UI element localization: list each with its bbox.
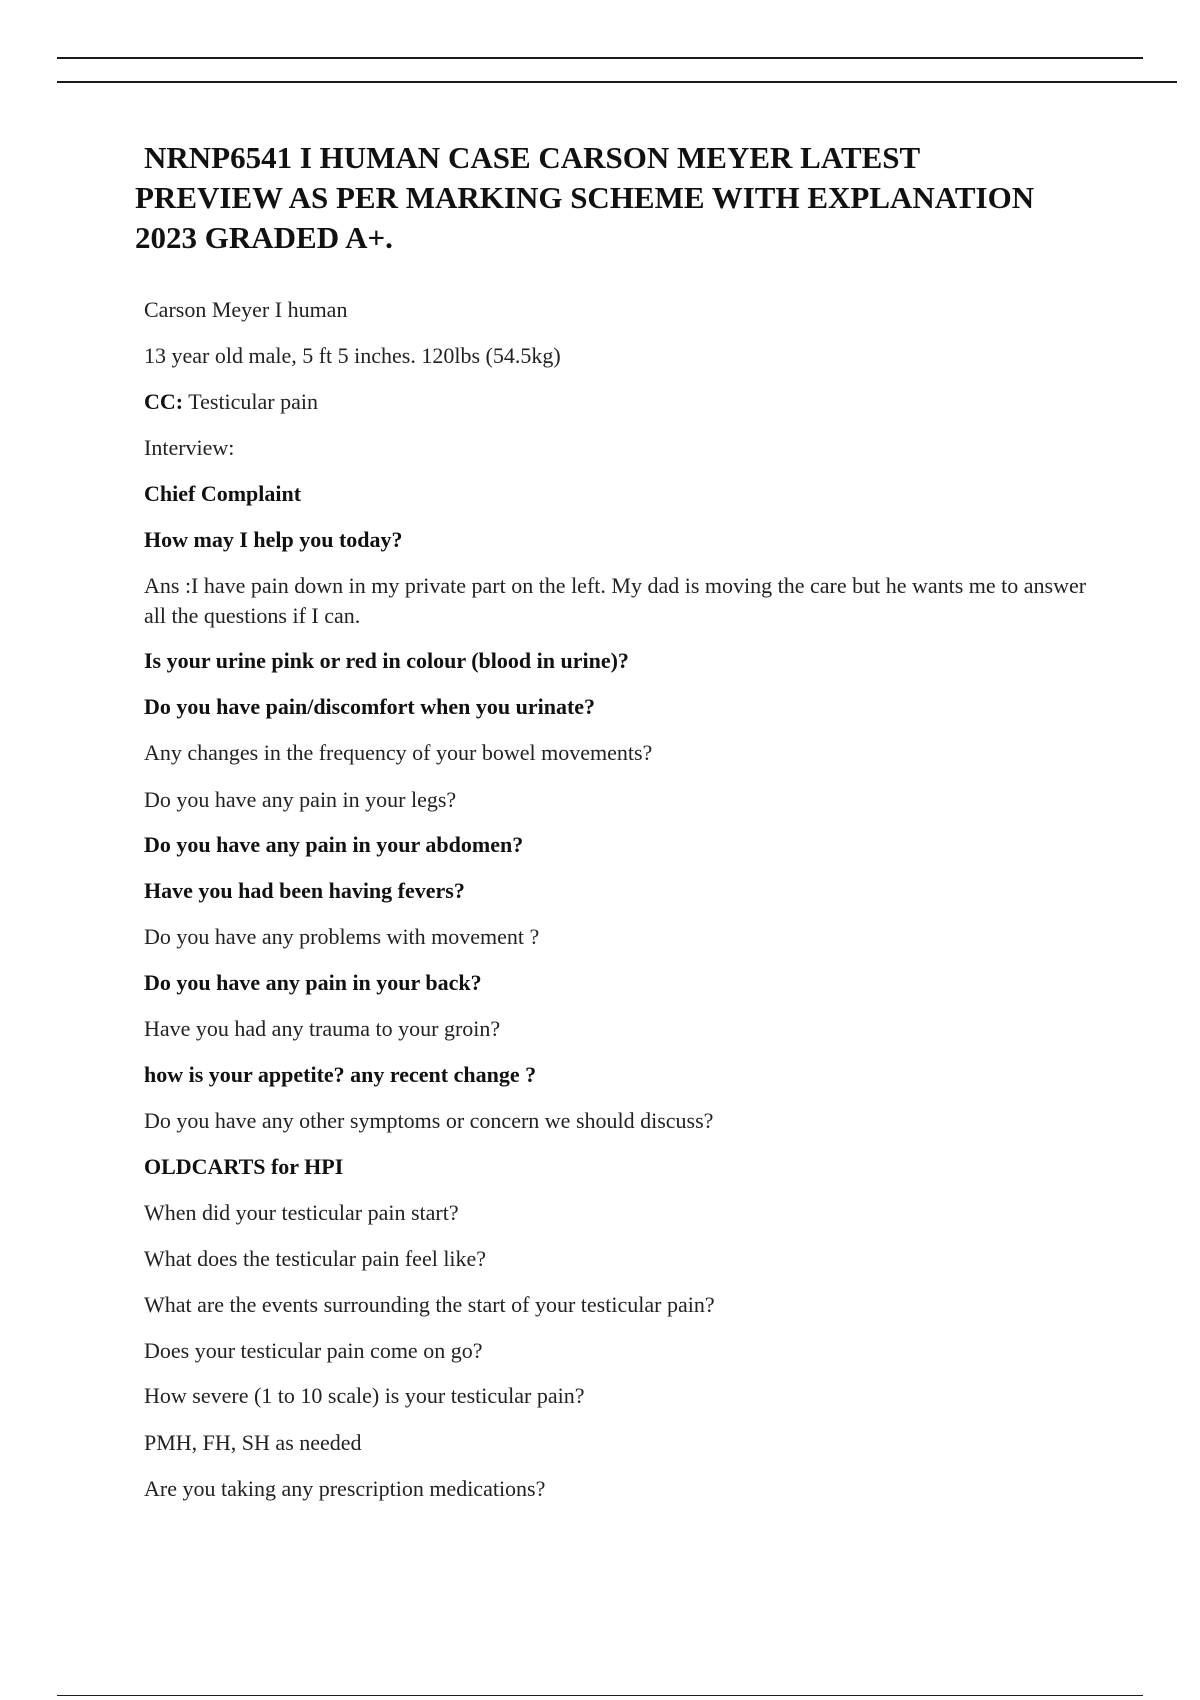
cc-value: Testicular pain [183, 389, 319, 414]
hpi-question: Does your testicular pain come on go? [144, 1338, 483, 1363]
title-line: 2023 GRADED A+. [135, 220, 393, 255]
question-item: how is your appetite? any recent change ? [144, 1062, 537, 1087]
hpi-question: When did your testicular pain start? [144, 1200, 459, 1225]
question-item: Do you have any problems with movement ? [144, 924, 540, 949]
question-item: Any changes in the frequency of your bowel movements? [144, 740, 653, 765]
patient-name: Carson Meyer I human [144, 297, 348, 322]
cc-label: CC: [144, 389, 184, 414]
title-line: PREVIEW AS PER MARKING SCHEME WITH EXPLANATION [135, 180, 1035, 215]
chief-complaint-heading: Chief Complaint [144, 481, 302, 506]
top-rule [57, 57, 1143, 59]
question-item: Do you have any pain in your abdomen? [144, 832, 524, 857]
question-item: Do you have pain/discomfort when you urinate? [144, 694, 596, 719]
second-rule [57, 81, 1177, 83]
question-help: How may I help you today? [144, 527, 403, 552]
interview-label: Interview: [144, 435, 235, 460]
document-title [135, 138, 1095, 258]
question-item: Is your urine pink or red in colour (blood in urine)? [144, 648, 629, 673]
oldcarts-heading: OLDCARTS for HPI [144, 1154, 344, 1179]
question-item: Do you have any pain in your legs? [144, 787, 457, 812]
title-line: NRNP6541 I HUMAN CASE CARSON MEYER LATEST [144, 140, 921, 175]
chief-complaint-line [144, 387, 318, 417]
question-item: Have you had been having fevers? [144, 878, 465, 903]
pmh-line: PMH, FH, SH as needed [144, 1430, 362, 1455]
answer-text: Ans :I have pain down in my private part on the left. My dad is moving the care but he wants me to answer all the questions if I can. [144, 573, 1087, 628]
hpi-question: How severe (1 to 10 scale) is your testicular pain? [144, 1383, 585, 1408]
question-item: Have you had any trauma to your groin? [144, 1016, 501, 1041]
question-item: Do you have any pain in your back? [144, 970, 482, 995]
medications-question: Are you taking any prescription medications? [144, 1476, 546, 1501]
patient-info: 13 year old male, 5 ft 5 inches. 120lbs (54.5kg) [144, 343, 561, 368]
bottom-rule [57, 1695, 1143, 1696]
question-item: Do you have any other symptoms or concern we should discuss? [144, 1108, 714, 1133]
hpi-question: What does the testicular pain feel like? [144, 1246, 487, 1271]
hpi-question: What are the events surrounding the start of your testicular pain? [144, 1292, 715, 1317]
